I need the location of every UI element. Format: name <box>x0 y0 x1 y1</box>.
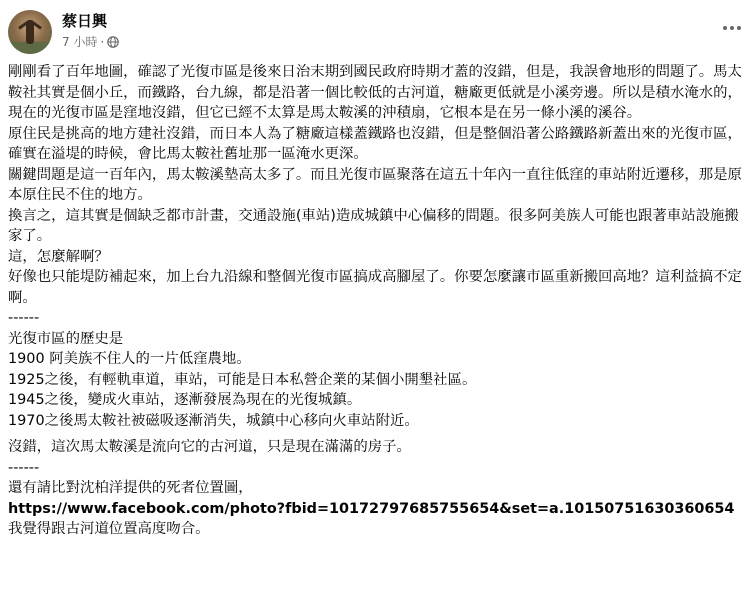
divider-1: ------ <box>8 310 40 326</box>
history-heading: 光復市區的歷史是 <box>8 330 124 347</box>
post-meta <box>62 33 119 50</box>
history-1970: 1970之後馬太鞍社被磁吸逐漸消失，城鎮中心移向火車站附近。 <box>8 412 419 429</box>
paragraph-3: 關鍵問題是這一百年內，馬太鞍溪墊高太多了。而且光復市區聚落在這五十年內一直往低窪的車站附近遷移，那是原本原住民不住的地方。 <box>8 166 742 203</box>
history-1900: 1900 阿美族不住人的一片低窪農地。 <box>8 351 251 367</box>
closing-line: 我覺得跟古河道位置高度吻合。 <box>8 521 210 537</box>
author-name[interactable]: 蔡日興 <box>62 12 108 30</box>
paragraph-6: 好像也只能堤防補起來，加上台九沿線和整個光復市區搞成高腳屋了。你要怎麼讓市區重新搬回高地？這利益搞不定啊。 <box>8 269 742 306</box>
history-1925: 1925之後，有輕軌車道，車站，可能是日本私營企業的某個小開墾社區。 <box>8 371 477 388</box>
compare-note: 還有請比對沈柏洋提供的死者位置圖， <box>8 480 253 496</box>
paragraph-conclusion: 沒錯，這次馬太鞍溪是流向它的古河道，只是現在滿滿的房子。 <box>8 439 411 455</box>
more-options-button[interactable] <box>716 16 748 40</box>
paragraph-1: 剛剛看了百年地圖，確認了光復市區是後來日治末期到國民政府時期才蓋的沒錯，但是，我誤會地形的問題了。馬太鞍社其實是個小丘，而鐵路，台九線，都是沿著一個比較低的古河道，糖廠更低就是小溪旁邊。所以是積水淹水的，現在的光復市區是窪地沒錯，但它已經不太算是馬太鞍溪的沖積扇，它根本是在另一條小溪的溪谷。 <box>8 64 742 121</box>
divider-2: ------ <box>8 459 40 476</box>
photo-link[interactable]: https://www.facebook.com/photo?fbid=10172797685755654&set=a.10150751630360654 <box>8 500 735 517</box>
post-time[interactable]: 7 小時 <box>62 35 98 49</box>
more-dots-icon <box>723 26 741 30</box>
paragraph-2: 原住民是挑高的地方建社沒錯，而日本人為了糖廠這樣蓋鐵路也沒錯，但是整個沿著公路鐵路新蓋出來的光復市區，確實在溢堤的時候，會比馬太鞍社舊址那一區淹水更深。 <box>8 125 742 162</box>
history-1945: 1945之後，變成火車站，逐漸發展為現在的光復城鎮。 <box>8 392 362 408</box>
avatar[interactable] <box>8 10 52 54</box>
paragraph-5: 這，怎麼解啊？ <box>8 248 109 265</box>
post-body <box>8 62 750 540</box>
globe-icon[interactable] <box>107 36 119 48</box>
meta-separator: · <box>100 34 105 49</box>
paragraph-4: 換言之，這其實是個缺乏都市計畫，交通設施(車站)造成城鎮中心偏移的問題。很多阿美族人可能也跟著車站設施搬家了。 <box>8 207 739 244</box>
post-header <box>8 6 748 56</box>
